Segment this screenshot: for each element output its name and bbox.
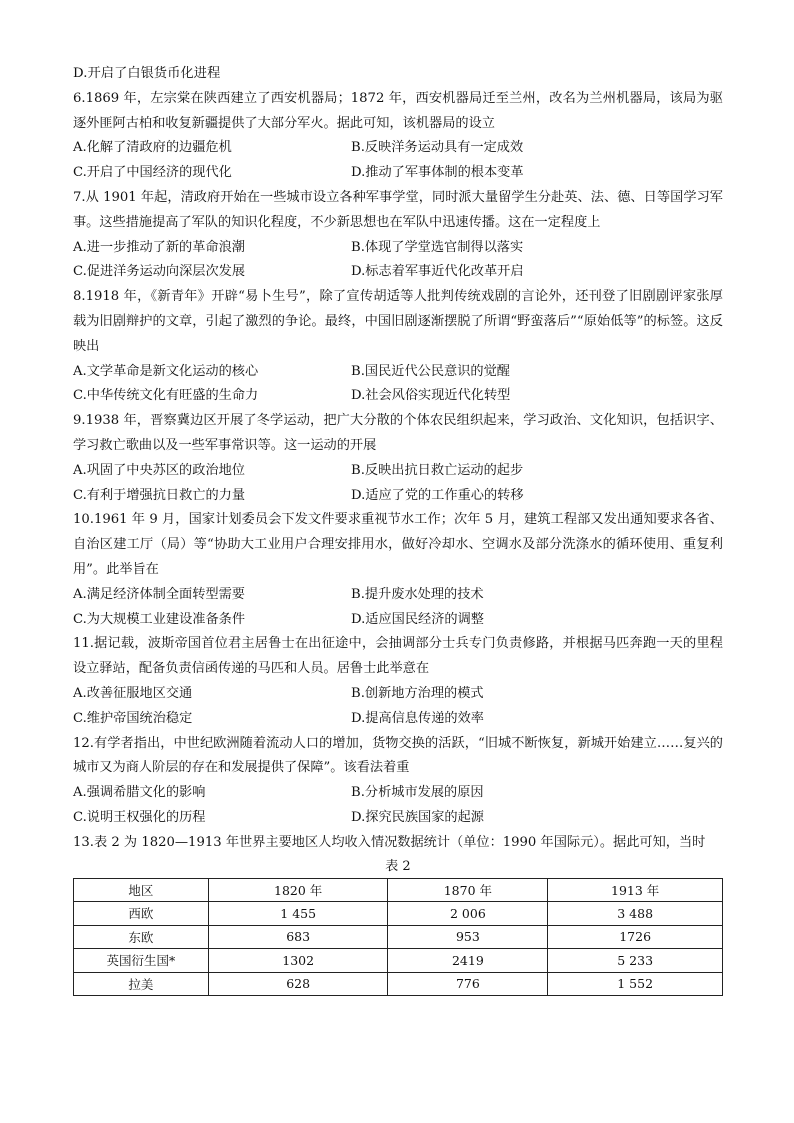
table-cell: 2 006 [388, 902, 548, 926]
table-cell: 5 233 [548, 949, 723, 973]
question-stem: 7.从 1901 年起，清政府开始在一些城市设立各种军事学堂，同时派大量留学生分赴英、法、德、日等国学习军事。这些措施提高了军队的知识化程度，不少新思想也在军队中迅速传播。这在一定程度上 [73, 189, 723, 230]
table-cell: 776 [388, 972, 548, 996]
question-stem: 9.1938 年，晋察冀边区开展了冬学运动，把广大分散的个体农民组织起来，学习政治、文化知识，包括识字、学习救亡歌曲以及一些军事常识等。这一运动的开展 [73, 413, 723, 453]
option-c: C.维护帝国统治稳定 [73, 710, 193, 726]
question-stem: 8.1918 年，《新青年》开辟“易卜生号”，除了宣传胡适等人批判传统戏剧的言论外，还刊登了旧剧剧评家张厚载为旧剧辩护的文章，引起了激烈的争论。最终，中国旧剧逐渐摆脱了所谓“野蛮落后”“原始低等”的标签。这反映出 [73, 289, 723, 354]
header-cell: 1870 年 [388, 878, 548, 902]
table-cell: 953 [388, 925, 548, 949]
question-stem: 10.1961 年 9 月，国家计划委员会下发文件要求重视节水工作；次年 5 月，建筑工程部又发出通知要求各省、自治区建工厅（局）等“协助大工业用户合理安排用水，做好冷却水、空调水及部分洗涤水的循环使用、重复利用”。此举旨在 [73, 512, 723, 577]
option-a: A.化解了清政府的边疆危机 [73, 140, 232, 156]
option-c: C.说明王权强化的历程 [73, 809, 206, 825]
table-header-row [74, 878, 723, 902]
option-c: C.中华传统文化有旺盛的生命力 [73, 388, 259, 404]
option-c: C.开启了中国经济的现代化 [73, 165, 232, 181]
option-b: B.创新地方治理的模式 [351, 685, 484, 701]
table-row [74, 902, 723, 926]
question-6 [73, 87, 723, 186]
table-cell: 东欧 [74, 925, 209, 949]
question-7 [73, 186, 723, 285]
question-stem: 11.据记载，波斯帝国首位君主居鲁士在出征途中，会抽调部分士兵专门负责修路，并根据马匹奔跑一天的里程设立驿站，配备负责信函传递的马匹和人员。居鲁士此举意在 [73, 636, 723, 677]
option-b: B.分析城市发展的原因 [351, 785, 484, 801]
table-cell: 1726 [548, 925, 723, 949]
header-cell: 1820 年 [208, 878, 388, 902]
option-b: B.反映出抗日救亡运动的起步 [351, 462, 524, 478]
question-11 [73, 632, 723, 731]
table-cell: 西欧 [74, 902, 209, 926]
option-d: D.提高信息传递的效率 [351, 710, 484, 726]
table-cell: 英国衍生国* [74, 949, 209, 973]
option-d: D.标志着军事近代化改革开启 [351, 264, 524, 280]
option-d: D.探究民族国家的起源 [351, 809, 484, 825]
table-cell: 683 [208, 925, 388, 949]
option-a: A.文学革命是新文化运动的核心 [73, 363, 259, 379]
table-row [74, 949, 723, 973]
option-a: A.进一步推动了新的革命浪潮 [73, 239, 245, 255]
income-table [73, 878, 723, 997]
option-b: B.国民近代公民意识的觉醒 [351, 363, 510, 379]
option-b: B.反映洋务运动具有一定成效 [351, 140, 524, 156]
option-d: D.适应了党的工作重心的转移 [351, 487, 524, 503]
option-c: C.有利于增强抗日救亡的力量 [73, 487, 246, 503]
option-c: C.为大规模工业建设准备条件 [73, 611, 246, 627]
table-cell: 1 455 [208, 902, 388, 926]
option-b: B.体现了学堂选官制得以落实 [351, 239, 524, 255]
question-12 [73, 732, 723, 831]
option-c: C.促进洋务运动向深层次发展 [73, 264, 246, 280]
table-caption: 表 2 [385, 858, 411, 874]
exam-page [73, 62, 723, 996]
option-b: B.提升废水处理的技术 [351, 586, 484, 602]
table-row [74, 925, 723, 949]
table-cell: 628 [208, 972, 388, 996]
table-cell: 3 488 [548, 902, 723, 926]
question-9 [73, 409, 723, 508]
option-a: A.强调希腊文化的影响 [73, 785, 206, 801]
header-cell: 地区 [74, 878, 209, 902]
header-cell: 1913 年 [548, 878, 723, 902]
table-cell: 1302 [208, 949, 388, 973]
table-cell: 2419 [388, 949, 548, 973]
option-a: A.改善征服地区交通 [73, 685, 193, 701]
question-10 [73, 508, 723, 632]
option-a: A.巩固了中央苏区的政治地位 [73, 462, 245, 478]
option-d: D.社会风俗实现近代化转型 [351, 388, 511, 404]
question-13 [73, 831, 723, 996]
option-d: D.推动了军事体制的根本变革 [351, 165, 524, 181]
question-stem: 12.有学者指出，中世纪欧洲随着流动人口的增加，货物交换的活跃，“旧城不断恢复，新城开始建立……复兴的城市又为商人阶层的存在和发展提供了保障”。该看法着重 [73, 735, 723, 776]
question-stem: 6.1869 年，左宗棠在陕西建立了西安机器局；1872 年，西安机器局迁至兰州，改名为兰州机器局，该局为驱逐外匪阿古柏和收复新疆提供了大部分军火。据此可知，该机器局的设立 [73, 90, 723, 131]
question-8 [73, 285, 723, 409]
table-cell: 拉美 [74, 972, 209, 996]
option-d: D.适应国民经济的调整 [351, 611, 484, 627]
question-stem: 13.表 2 为 1820—1913 年世界主要地区人均收入情况数据统计（单位：1990 年国际元）。据此可知，当时 [73, 834, 706, 850]
table-cell: 1 552 [548, 972, 723, 996]
table-row [74, 972, 723, 996]
q5-option-d: D.开启了白银货币化进程 [73, 66, 221, 81]
option-a: A.满足经济体制全面转型需要 [73, 586, 245, 602]
